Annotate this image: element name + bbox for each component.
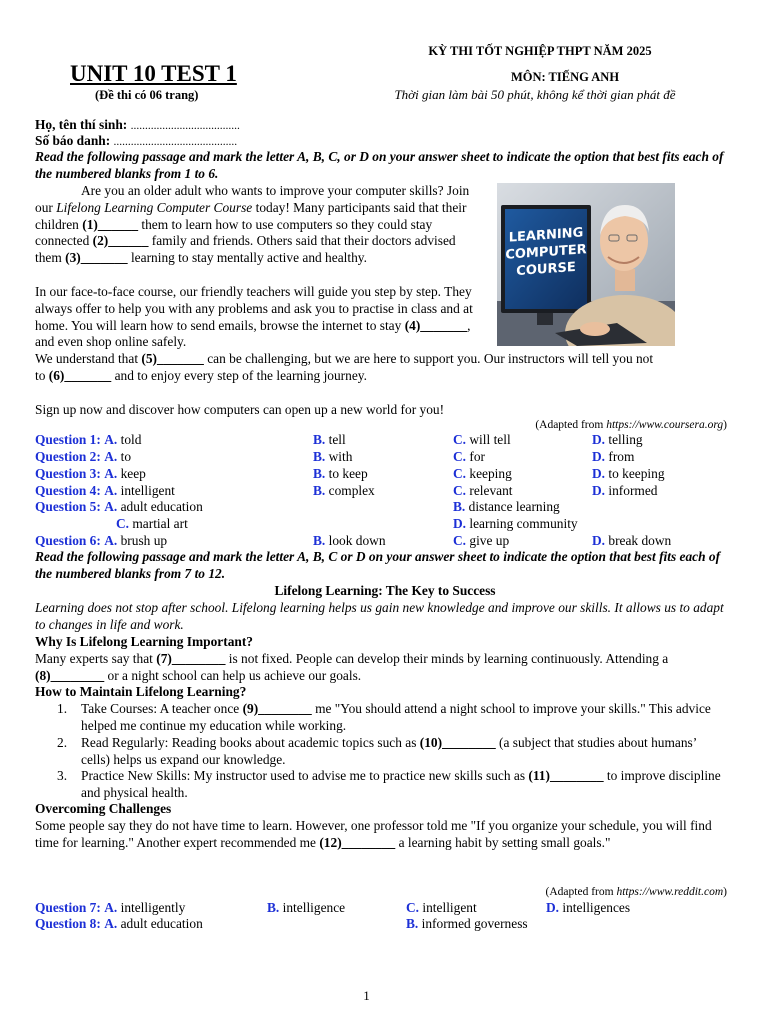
- course-photo: [497, 183, 675, 346]
- p3-text-b: can be challenging, but we are here to support you. Our instructors will tell you not to: [35, 351, 654, 383]
- question-2-d: D. from: [592, 449, 635, 464]
- option-b: distance learning: [468, 499, 560, 514]
- blank-9: (9)________: [242, 701, 312, 716]
- source1-url: https://www.coursera.org: [606, 419, 724, 431]
- option-c: relevant: [469, 483, 513, 498]
- passage2-title: Lifelong Learning: The Key to Success: [274, 583, 496, 598]
- blank-10: (10)________: [419, 735, 496, 750]
- list-item-2: Read Regularly: Reading books about academic topics such as (10)________ (a subject that studies about humans’ cells) helps us expand our knowledge.: [81, 735, 697, 767]
- p2-text-b: , and even shop online safely.: [35, 317, 471, 350]
- option-b: to keep: [328, 466, 368, 481]
- blank-5: (5)_______: [141, 351, 204, 366]
- blank-2: (2)______: [92, 233, 149, 249]
- list-item-1: Take Courses: A teacher once (9)________ me "You should attend a night school to improve your skills." This advice helped me continue my education while working.: [81, 701, 711, 733]
- question-8-b: B. informed governess: [406, 916, 528, 931]
- blank-1: (1)______: [82, 216, 139, 232]
- question-2-c: C. for: [453, 449, 486, 464]
- option-a: brush up: [120, 533, 168, 548]
- blank-8: (8)________: [35, 667, 105, 683]
- blank-7: (7)________: [156, 651, 226, 666]
- question-label: Question 4:: [35, 483, 101, 498]
- part2-instruction: Read the following passage and mark the letter A, B, C or D on your answer sheet to indicate the option that best fits each of the numbered blanks from 7 to 12.: [35, 549, 721, 581]
- question-4-c: C. relevant: [453, 483, 513, 498]
- question-6-d: D. break down: [592, 533, 672, 548]
- photo-caption: [505, 224, 587, 281]
- question-5-c: C. martial art: [116, 516, 188, 531]
- question-label: Question 2:: [35, 449, 101, 464]
- question-7-b: B. intelligence: [267, 900, 346, 915]
- p3-text-c: and to enjoy every step of the learning journey.: [111, 367, 367, 383]
- passage1-paragraph2: [35, 284, 483, 351]
- why-paragraph: Many experts say that (7)________ is not fixed. People can develop their minds by learning continuously. Attending a (8)________ or a night school can help us achieve our goals.: [35, 651, 669, 683]
- question-label: Question 5:: [35, 499, 101, 514]
- question-7: Question 7: A. intelligently: [35, 900, 186, 915]
- page-number: 1: [363, 988, 370, 1003]
- question-5-b: B. distance learning: [453, 499, 560, 514]
- heading-how: How to Maintain Lifelong Learning?: [35, 684, 247, 699]
- option-b: informed governess: [421, 916, 528, 931]
- question-label: Question 6:: [35, 533, 101, 548]
- option-a: intelligently: [120, 900, 186, 915]
- option-d: from: [608, 449, 635, 464]
- id-label: Số báo danh:: [35, 133, 111, 148]
- id-dots: ...........................................: [113, 136, 238, 148]
- blank-11: (11)________: [528, 768, 604, 783]
- question-1-d: D. telling: [592, 432, 643, 447]
- question-7-c: C. intelligent: [406, 900, 477, 915]
- option-a: told: [120, 432, 142, 447]
- option-b: complex: [328, 483, 375, 498]
- source2-url: https://www.reddit.com: [616, 886, 724, 898]
- p2-text-a: In our face-to-face course, our friendly teachers will guide you step by step. They always offer to help you with any problems and ask you to practise in class and at home. You will learn how to send emails, browse the internet to stay: [35, 284, 473, 333]
- p1-text-e: learning to stay mentally active and healthy.: [127, 250, 367, 266]
- question-1-b: B. tell: [313, 432, 346, 447]
- option-a: to: [120, 449, 132, 464]
- question-6-b: B. look down: [313, 533, 386, 548]
- question-1: Question 1: A. told: [35, 432, 142, 447]
- option-d: break down: [608, 533, 672, 548]
- option-c: will tell: [469, 432, 511, 447]
- option-a: adult education: [120, 499, 203, 514]
- question-3-b: B. to keep: [313, 466, 368, 481]
- question-3-c: C. keeping: [453, 466, 512, 481]
- part1-instruction: Read the following passage and mark the letter A, B, C, or D on your answer sheet to indicate the option that best fits each of the numbered blanks from 1 to 6.: [35, 149, 724, 181]
- question-2-b: B. with: [313, 449, 353, 464]
- option-b: intelligence: [282, 900, 346, 915]
- p1-text-c: them to learn how to use computers so they could stay connected: [35, 216, 433, 249]
- option-c: martial art: [132, 516, 188, 531]
- unit-title: UNIT 10 TEST 1: [70, 61, 237, 86]
- heading-why: Why Is Lifelong Learning Important?: [35, 634, 253, 649]
- blank-4: (4)_______: [404, 317, 468, 333]
- heading-challenges: Overcoming Challenges: [35, 801, 172, 816]
- name-dots: ......................................: [130, 120, 240, 132]
- question-4-b: B. complex: [313, 483, 375, 498]
- question-4-d: D. informed: [592, 483, 658, 498]
- p1-text-d: family and friends. Others said that their doctors advised them: [35, 233, 456, 266]
- list-num-2: 2.: [57, 735, 68, 750]
- question-3: Question 3: A. keep: [35, 466, 146, 481]
- p1-text-b: today! Many participants said that their children: [35, 199, 467, 232]
- source1: (Adapted from https://www.coursera.org): [535, 419, 727, 431]
- option-d: informed: [608, 483, 658, 498]
- blank-6: (6)_______: [48, 367, 112, 383]
- exam-time: Thời gian làm bài 50 phút, không kể thời gian phát đề: [394, 87, 676, 102]
- challenges-paragraph: Some people say they do not have time to learn. However, one professor told me "If you organize your schedule, you will find time for learning." Another expert recommended me (12)________ a learning habit by setting small goals.": [35, 818, 712, 850]
- list-item-3: Practice New Skills: My instructor used to advise me to practice new skills such as (11)________ to improve discipline and physical health.: [81, 768, 721, 800]
- question-6: Question 6: A. brush up: [35, 533, 168, 548]
- blank-12: (12)________: [319, 834, 396, 850]
- question-label: Question 8:: [35, 916, 101, 931]
- pages-note: (Đề thi có 06 trang): [95, 88, 199, 102]
- option-c: give up: [469, 533, 510, 548]
- course-name: Lifelong Learning Computer Course: [56, 199, 253, 215]
- question-label: Question 3:: [35, 466, 101, 481]
- passage1-paragraph3-flow: [35, 351, 655, 385]
- option-d: intelligences: [562, 900, 631, 915]
- question-1-c: C. will tell: [453, 432, 511, 447]
- passage1-paragraph1: [35, 183, 480, 267]
- source2: (Adapted from https://www.reddit.com): [545, 886, 727, 898]
- option-b: with: [328, 449, 353, 464]
- question-label: Question 1:: [35, 432, 101, 447]
- question-5-d: D. learning community: [453, 516, 578, 531]
- option-b: tell: [328, 432, 346, 447]
- option-c: intelligent: [422, 900, 477, 915]
- photo-text-3: COURSE: [516, 259, 576, 280]
- blank-3: (3)_______: [65, 250, 128, 266]
- question-8: Question 8: A. adult education: [35, 916, 203, 931]
- question-2: Question 2: A. to: [35, 449, 132, 464]
- subject: MÔN: TIẾNG ANH: [510, 70, 620, 84]
- question-6-c: C. give up: [453, 533, 510, 548]
- passage1-paragraph4: Sign up now and discover how computers can open up a new world for you!: [35, 402, 445, 417]
- question-label: Question 7:: [35, 900, 101, 915]
- option-a: intelligent: [120, 483, 175, 498]
- list-num-1: 1.: [57, 701, 68, 716]
- option-d: telling: [608, 432, 643, 447]
- question-3-d: D. to keeping: [592, 466, 665, 481]
- exam-name: KỲ THI TỐT NGHIỆP THPT NĂM 2025: [428, 44, 652, 58]
- photo-text-1: LEARNING: [508, 225, 584, 246]
- option-b: look down: [328, 533, 386, 548]
- p1-text-a: Are you an older adult who wants to improve your computer skills? Join our: [35, 183, 470, 215]
- option-d: to keeping: [608, 466, 665, 481]
- name-label: Họ, tên thí sinh:: [35, 117, 128, 132]
- list-num-3: 3.: [57, 768, 68, 783]
- photo-text-2: COMPUTER: [505, 242, 587, 263]
- question-5: Question 5: A. adult education: [35, 499, 203, 514]
- question-7-d: D. intelligences: [546, 900, 631, 915]
- question-4: Question 4: A. intelligent: [35, 483, 175, 498]
- p3-text-a: We understand that: [35, 351, 142, 366]
- option-d: learning community: [469, 516, 578, 531]
- option-a: adult education: [120, 916, 203, 931]
- option-c: for: [469, 449, 486, 464]
- option-a: keep: [120, 466, 146, 481]
- passage2-intro: Learning does not stop after school. Lifelong learning helps us gain new knowledge and improve our skills. It allows us to adapt to changes in life and work.: [35, 600, 724, 632]
- option-c: keeping: [469, 466, 512, 481]
